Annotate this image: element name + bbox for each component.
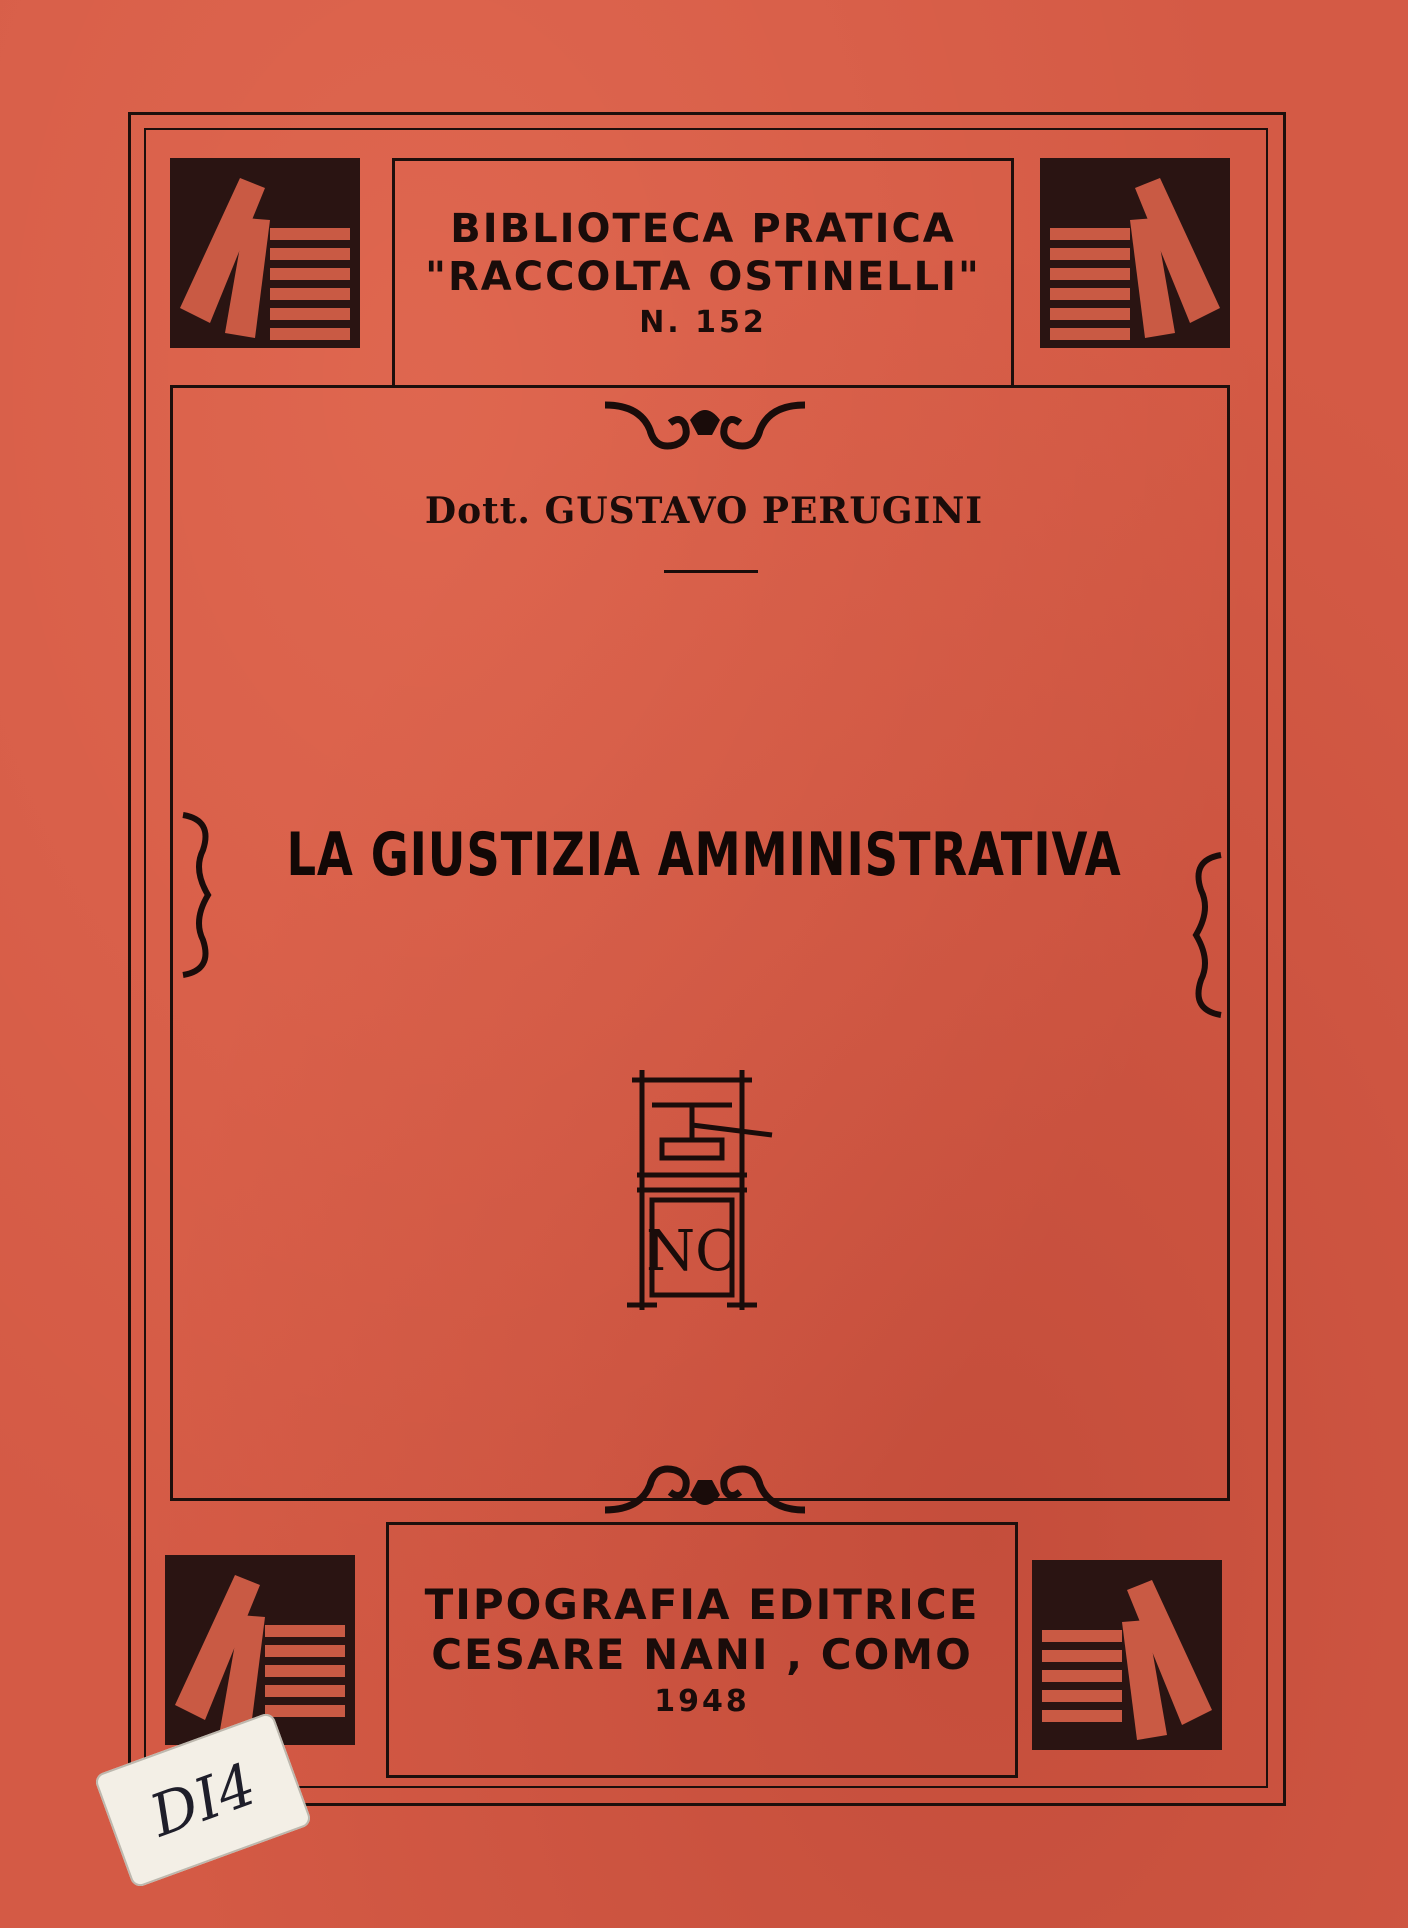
central-panel bbox=[170, 385, 1230, 1501]
top-flourish-icon bbox=[600, 395, 810, 465]
books-illustration-icon bbox=[1032, 1560, 1222, 1750]
author-name: Dott. GUSTAVO PERUGINI bbox=[424, 490, 984, 532]
printing-press-icon bbox=[622, 1065, 782, 1315]
bottom-flourish-icon bbox=[600, 1450, 810, 1520]
svg-text:NC: NC bbox=[646, 1219, 738, 1284]
book-title: LA GIUSTIZIA AMMINISTRATIVA bbox=[286, 820, 1122, 890]
divider-rule bbox=[664, 570, 758, 573]
series-number: N. 152 bbox=[639, 305, 767, 340]
series-line-1: BIBLIOTECA PRATICA bbox=[450, 206, 956, 252]
books-illustration-icon bbox=[1040, 158, 1230, 348]
publication-year: 1948 bbox=[654, 1684, 750, 1720]
publisher-box bbox=[386, 1522, 1018, 1778]
series-box bbox=[392, 158, 1014, 388]
library-label-text: DI4 bbox=[141, 1749, 265, 1851]
publisher-line-1: TIPOGRAFIA EDITRICE bbox=[424, 1579, 980, 1629]
library-label-sticker bbox=[93, 1711, 313, 1889]
series-line-2: "RACCOLTA OSTINELLI" bbox=[425, 254, 981, 300]
publisher-line-2: CESARE NANI , COMO bbox=[431, 1630, 973, 1679]
books-illustration-icon bbox=[170, 158, 360, 348]
